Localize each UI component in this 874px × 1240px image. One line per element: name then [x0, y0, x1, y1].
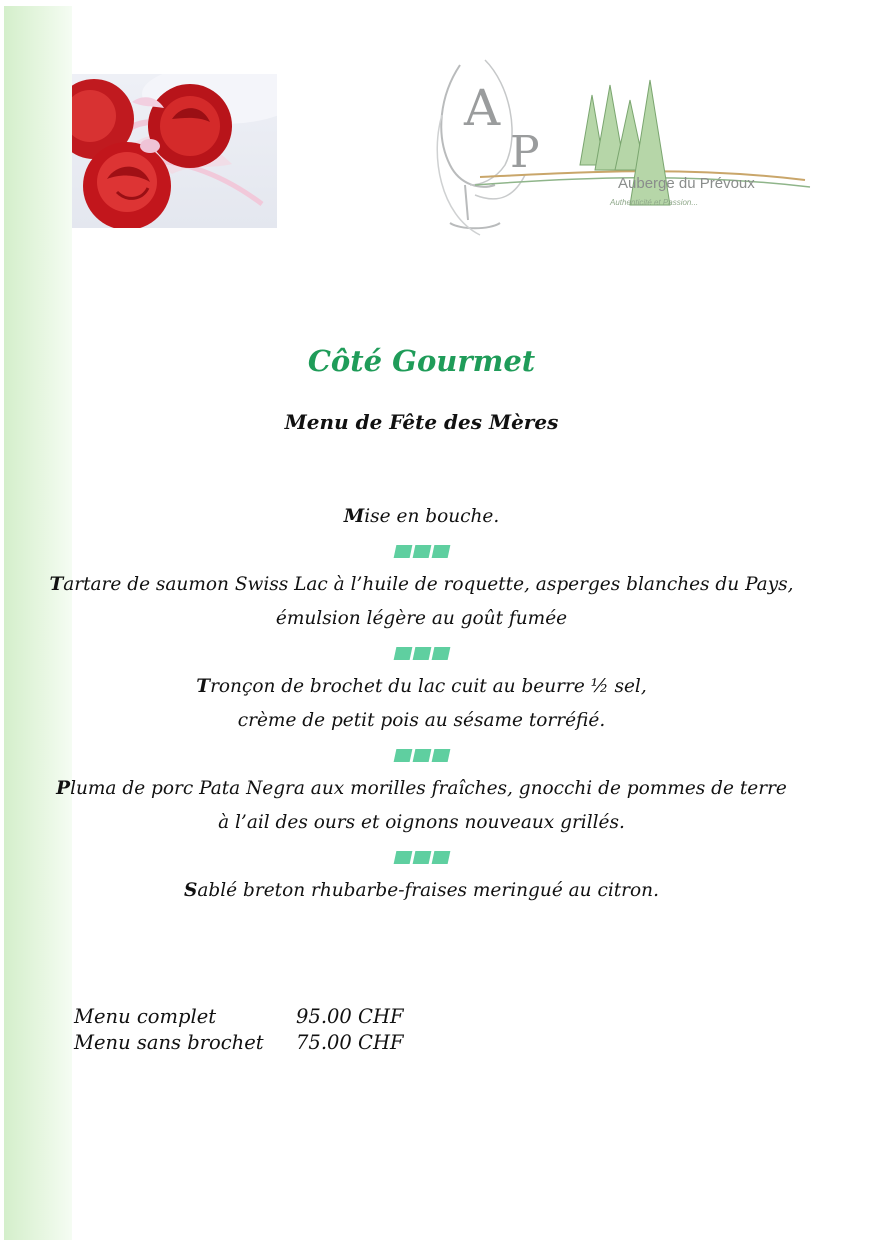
price-label: Menu complet: [74, 1004, 217, 1028]
course-line: crème de petit pois au sésame torréfié.: [237, 710, 606, 731]
course-line: Sablé breton rhubarbe-fraises meringué au citron.: [184, 880, 659, 901]
price-value: 95.00 CHF: [296, 1004, 404, 1028]
logo-monogram-a: A: [464, 79, 501, 137]
price-list: [74, 1003, 403, 1055]
course-line: à l’ail des ours et oignons nouveaux grillés.: [218, 812, 625, 833]
course-list: [0, 500, 843, 908]
logo-tagline: Authenticité et Passion...: [610, 198, 699, 207]
course-separator: [0, 636, 843, 670]
course-item: [0, 772, 843, 840]
course-item: [0, 568, 843, 636]
auberge-logo: [420, 55, 820, 250]
course-item: [0, 670, 843, 738]
menu-title: Côté Gourmet: [307, 344, 536, 378]
price-row: [74, 1003, 403, 1029]
logo-monogram-p: P: [510, 127, 540, 178]
course-line: émulsion légère au goût fumée: [275, 608, 568, 629]
logo-brand-name: Auberge du Prévoux: [618, 175, 755, 192]
roses-photo: [72, 74, 277, 228]
price-label: Menu sans brochet: [74, 1030, 264, 1054]
course-separator: [0, 534, 843, 568]
price-row: [74, 1029, 403, 1055]
course-item: [0, 874, 843, 908]
menu-subtitle: Menu de Fête des Mères: [284, 410, 559, 434]
course-separator: [0, 840, 843, 874]
course-item: [0, 500, 843, 534]
course-separator: [0, 738, 843, 772]
course-line: Mise en bouche.: [343, 506, 500, 527]
course-line: Tronçon de brochet du lac cuit au beurre ½ sel,: [196, 676, 647, 697]
course-line: Pluma de porc Pata Negra aux morilles fraîches, gnocchi de pommes de terre: [56, 778, 787, 799]
course-line: Tartare de saumon Swiss Lac à l’huile de roquette, asperges blanches du Pays,: [49, 574, 794, 595]
price-value: 75.00 CHF: [296, 1030, 404, 1054]
